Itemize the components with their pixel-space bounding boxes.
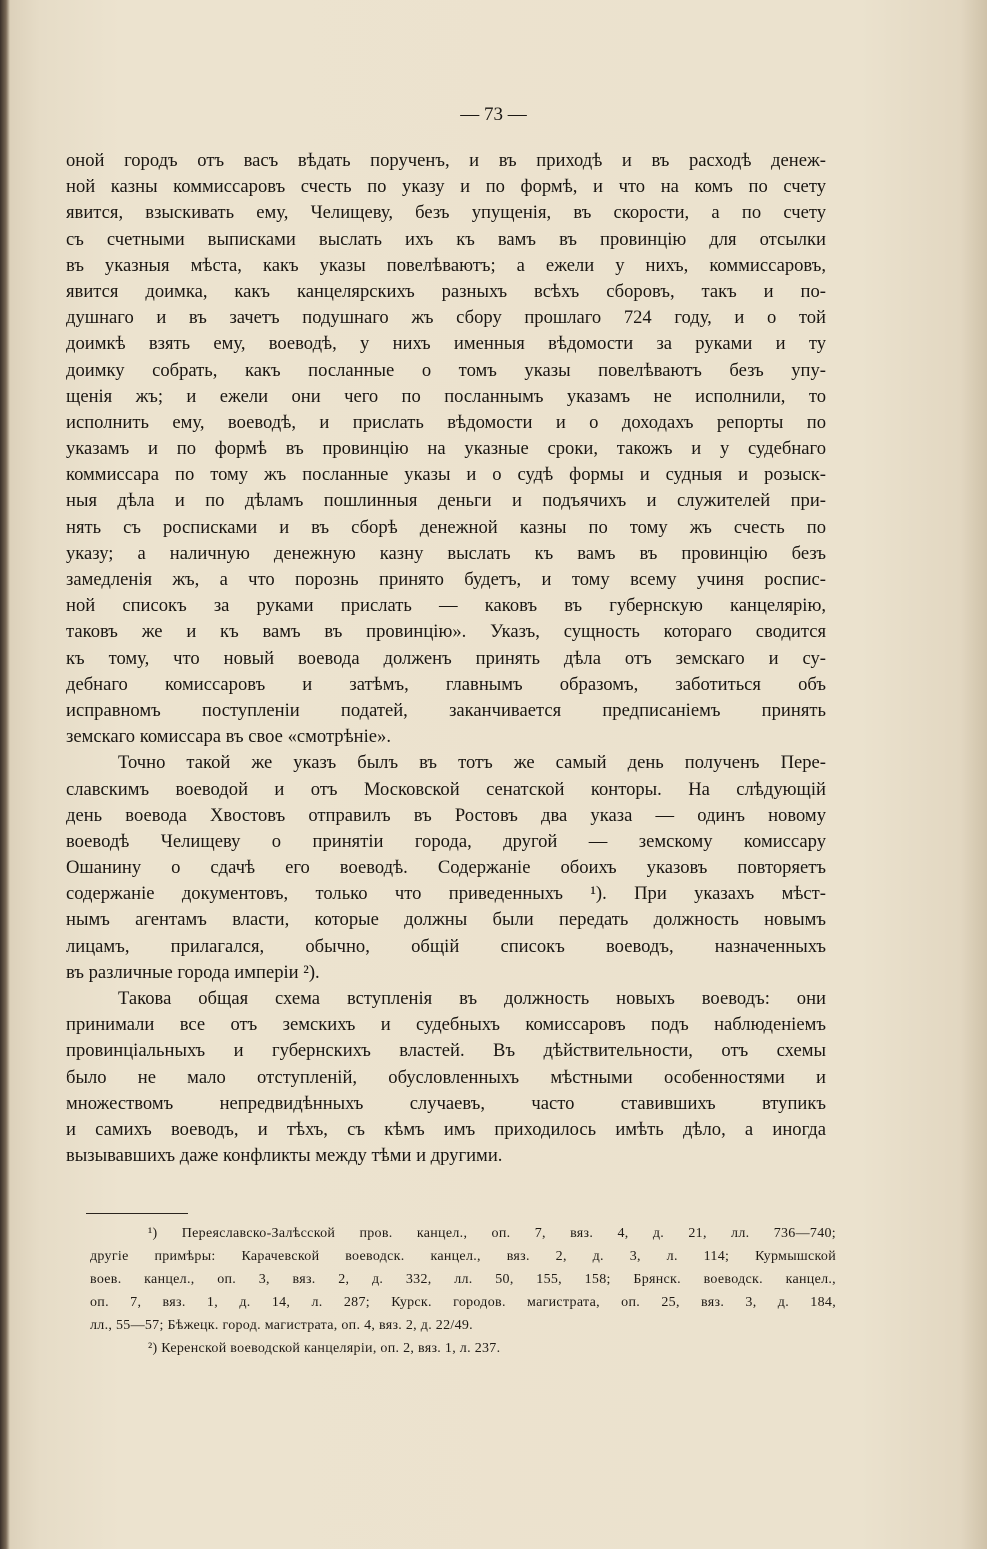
text-line: земскаго комиссара въ свое «смотрѣніе». — [66, 726, 391, 748]
text-line: ной списокъ за руками прислать — каковъ въ губернскую канцелярію, — [66, 595, 826, 617]
paragraph — [66, 750, 826, 986]
footnote — [90, 1337, 836, 1360]
text-line: доимку собрать, какъ посланные о томъ указы повелѣваютъ безъ упу- — [66, 359, 826, 381]
footnote-rule — [86, 1213, 188, 1214]
text-line: день воевода Хвостовъ отправилъ въ Ростовъ два указа — одинъ новому — [66, 804, 826, 826]
page-number: — 73 — — [460, 104, 527, 125]
footnote — [90, 1222, 836, 1337]
text-line: замедленія жъ, а что порознь принято будетъ, и тому всему учиня роспис- — [66, 569, 826, 590]
paragraph — [66, 986, 826, 1169]
text-line: исправномъ поступленіи податей, заканчивается предписаніемъ принять — [66, 699, 826, 721]
text-line: Такова общая схема вступленія въ должность новыхъ воеводъ: они — [118, 988, 826, 1009]
paragraph — [66, 148, 826, 750]
book-spine-shadow — [0, 0, 10, 1549]
text-line: нымъ агентамъ власти, которые должны были передать должность новымъ — [66, 909, 826, 931]
text-line: нять съ росписками и въ сборѣ денежной казны по тому жъ счесть по — [66, 516, 826, 538]
text-line: щенія жъ; и ежели они чего по посланнымъ указамъ не исполнили, то — [66, 385, 826, 407]
text-line: вызывавшихъ даже конфликты между тѣми и другими. — [66, 1145, 503, 1167]
text-line: содержаніе документовъ, только что приведенныхъ ¹). При указахъ мѣст- — [66, 883, 826, 905]
text-line: Ошанину о сдачѣ его воеводѣ. Содержаніе обоихъ указовъ повторяетъ — [66, 857, 826, 879]
text-line: съ счетными выписками выслать ихъ къ вамъ въ провинцію для отсылки — [66, 228, 826, 250]
text-line: принимали все отъ земскихъ и судебныхъ комиссаровъ подъ наблюденіемъ — [66, 1014, 826, 1036]
text-line: множествомъ непредвидѣнныхъ случаевъ, часто ставившихъ втупикъ — [66, 1092, 826, 1114]
text-line: было не мало отступленій, обусловленныхъ мѣстными особенностями и — [66, 1066, 826, 1088]
text-line: воеводѣ Челищеву о принятіи города, другой — земскому комиссару — [66, 830, 826, 852]
text-line: ныя дѣла и по дѣламъ пошлинныя деньги и подъячихъ и служителей при- — [66, 490, 826, 512]
footnote-line: ²) Керенской воеводской канцеляріи, оп. 2, вяз. 1, л. 237. — [148, 1341, 501, 1356]
footnote-line: оп. 7, вяз. 1, д. 14, л. 287; Курск. городов. магистрата, оп. 25, вяз. 3, д. 184, — [90, 1295, 836, 1310]
footnote-line: лл., 55—57; Бѣжецк. город. магистрата, оп. 4, вяз. 2, д. 22/49. — [90, 1318, 473, 1333]
text-line: явится, взыскивать ему, Челищеву, безъ упущенія, въ скорости, а по счету — [66, 202, 826, 224]
text-line: и самихъ воеводъ, и тѣхъ, съ кѣмъ имъ приходилось имѣть дѣло, а иногда — [66, 1118, 826, 1140]
footnote-line: ¹) Переяславско-Залѣсской пров. канцел., оп. 7, вяз. 4, д. 21, лл. 736—740; — [148, 1226, 836, 1241]
text-line: явится доимка, какъ канцелярскихъ разныхъ всѣхъ сборовъ, такъ и по- — [66, 280, 826, 302]
text-line: указу; а наличную денежную казну выслать къ вамъ въ провинцію безъ — [66, 542, 826, 564]
text-line: оной городъ отъ васъ вѣдать порученъ, и въ приходѣ и въ расходѣ денеж- — [66, 150, 826, 171]
text-line: таковъ же и къ вамъ въ провинцію». Указъ, сущность котораго сводится — [66, 621, 826, 643]
text-line: въ указныя мѣста, какъ указы повелѣваютъ; а ежели у нихъ, коммиссаровъ, — [66, 254, 826, 276]
text-line: коммиссара по тому жъ посланные указы и о судѣ формы и судныя и розыск- — [66, 464, 826, 486]
text-line: исполнить ему, воеводѣ, и прислать вѣдомости и о доходахъ репорты по — [66, 411, 826, 433]
text-line: дебнаго комиссаровъ и затѣмъ, главнымъ образомъ, заботиться объ — [66, 673, 826, 695]
text-line: ной казны коммиссаровъ счесть по указу и по формѣ, и что на комъ по счету — [66, 176, 826, 198]
text-line: провинціальныхъ и губернскихъ властей. Въ дѣйствительности, отъ схемы — [66, 1040, 826, 1062]
text-line: славскимъ воеводой и отъ Московской сенатской конторы. На слѣдующій — [66, 778, 826, 800]
text-line: душнаго и въ зачетъ подушнаго жъ сбору прошлаго 724 году, и о той — [66, 307, 826, 329]
footnote-line: другіе примѣры: Карачевской воеводск. канцел., вяз. 2, д. 3, л. 114; Курмышской — [90, 1249, 836, 1264]
text-line: доимкѣ взять ему, воеводѣ, у нихъ именныя вѣдомости за руками и ту — [66, 333, 826, 355]
main-text — [66, 148, 826, 1169]
text-line: къ тому, что новый воевода долженъ принять дѣла отъ земскаго и су- — [66, 647, 826, 669]
footnote-line: воев. канцел., оп. 3, вяз. 2, д. 332, лл. 50, 155, 158; Брянск. воеводск. канцел., — [90, 1272, 836, 1287]
text-line: Точно такой же указъ былъ въ тотъ же самый день полученъ Пере- — [118, 752, 826, 774]
text-line: въ различные города имперіи ²). — [66, 961, 320, 983]
footnotes — [90, 1222, 836, 1360]
text-line: указамъ и по формѣ въ провинцію на указные сроки, такожъ и у судебнаго — [66, 438, 826, 460]
text-line: лицамъ, прилагался, обычно, общій списокъ воеводъ, назначенныхъ — [66, 935, 826, 957]
